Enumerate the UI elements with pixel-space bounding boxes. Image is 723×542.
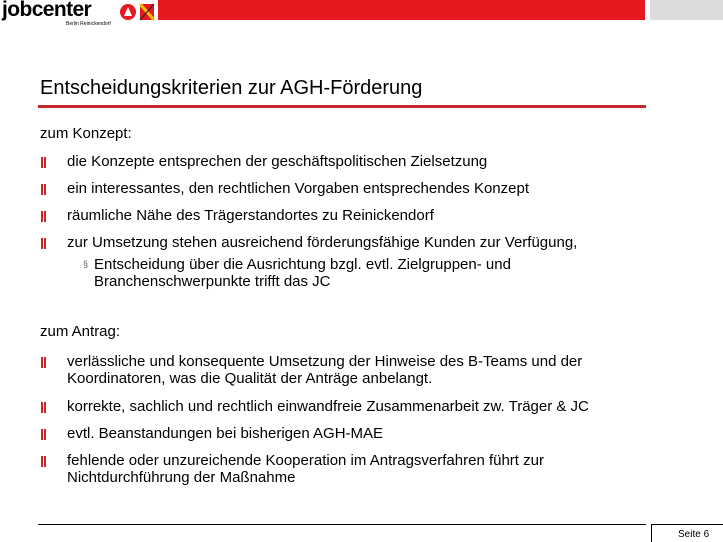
sub-bullet-marker: §: [83, 259, 89, 269]
list-item: evtl. Beanstandungen bei bisherigen AGH-MAE: [67, 425, 384, 442]
logo-emblem-icon: [119, 2, 157, 21]
bullet-marker: [41, 456, 46, 467]
header-red-bar: [158, 0, 645, 20]
bullet-marker: [41, 429, 46, 440]
list-item: räumliche Nähe des Trägerstandortes zu Reinickendorf: [67, 207, 434, 224]
list-item: ein interessantes, den rechtlichen Vorgaben entsprechendes Konzept: [67, 180, 529, 197]
section-heading-konzept: zum Konzept:: [40, 125, 132, 142]
title-underline: [38, 105, 646, 108]
footer-divider: [651, 524, 652, 542]
list-item: korrekte, sachlich und rechtlich einwandfreie Zusammenarbeit zw. Träger & JC: [67, 398, 589, 415]
bullet-marker: [41, 211, 46, 222]
jobcenter-logo: [2, 0, 158, 30]
list-item: die Konzepte entsprechen der geschäftspolitischen Zielsetzung: [67, 153, 488, 170]
bullet-marker: [41, 184, 46, 195]
page-number: Seite 6: [678, 529, 710, 540]
bullet-marker: [41, 157, 46, 168]
list-item: zur Umsetzung stehen ausreichend förderungsfähige Kunden zur Verfügung,: [67, 234, 578, 251]
logo-wordmark: jobcenter: [2, 0, 92, 21]
slide-title: Entscheidungskriterien zur AGH-Förderung: [40, 77, 423, 99]
sub-list-item: Entscheidung über die Ausrichtung bzgl. evtl. Zielgruppen- und Branchenschwerpunkte trifft das JC: [94, 256, 511, 290]
footer-rule: [38, 524, 646, 525]
logo-subtitle: Berlin Reinickendorf: [66, 21, 111, 27]
list-item: verlässliche und konsequente Umsetzung der Hinweise des B-Teams und der Koordinatoren, was die Qualität der Anträge anbelangt.: [67, 353, 583, 387]
header-gray-bar: [650, 0, 723, 20]
footer-page-rule: [652, 524, 723, 525]
bullet-marker: [41, 357, 46, 368]
bullet-marker: [41, 402, 46, 413]
list-item: fehlende oder unzureichende Kooperation im Antragsverfahren führt zur Nichtdurchführung der Maßnahme: [67, 452, 544, 486]
bullet-marker: [41, 238, 46, 249]
section-heading-antrag: zum Antrag:: [40, 323, 121, 340]
